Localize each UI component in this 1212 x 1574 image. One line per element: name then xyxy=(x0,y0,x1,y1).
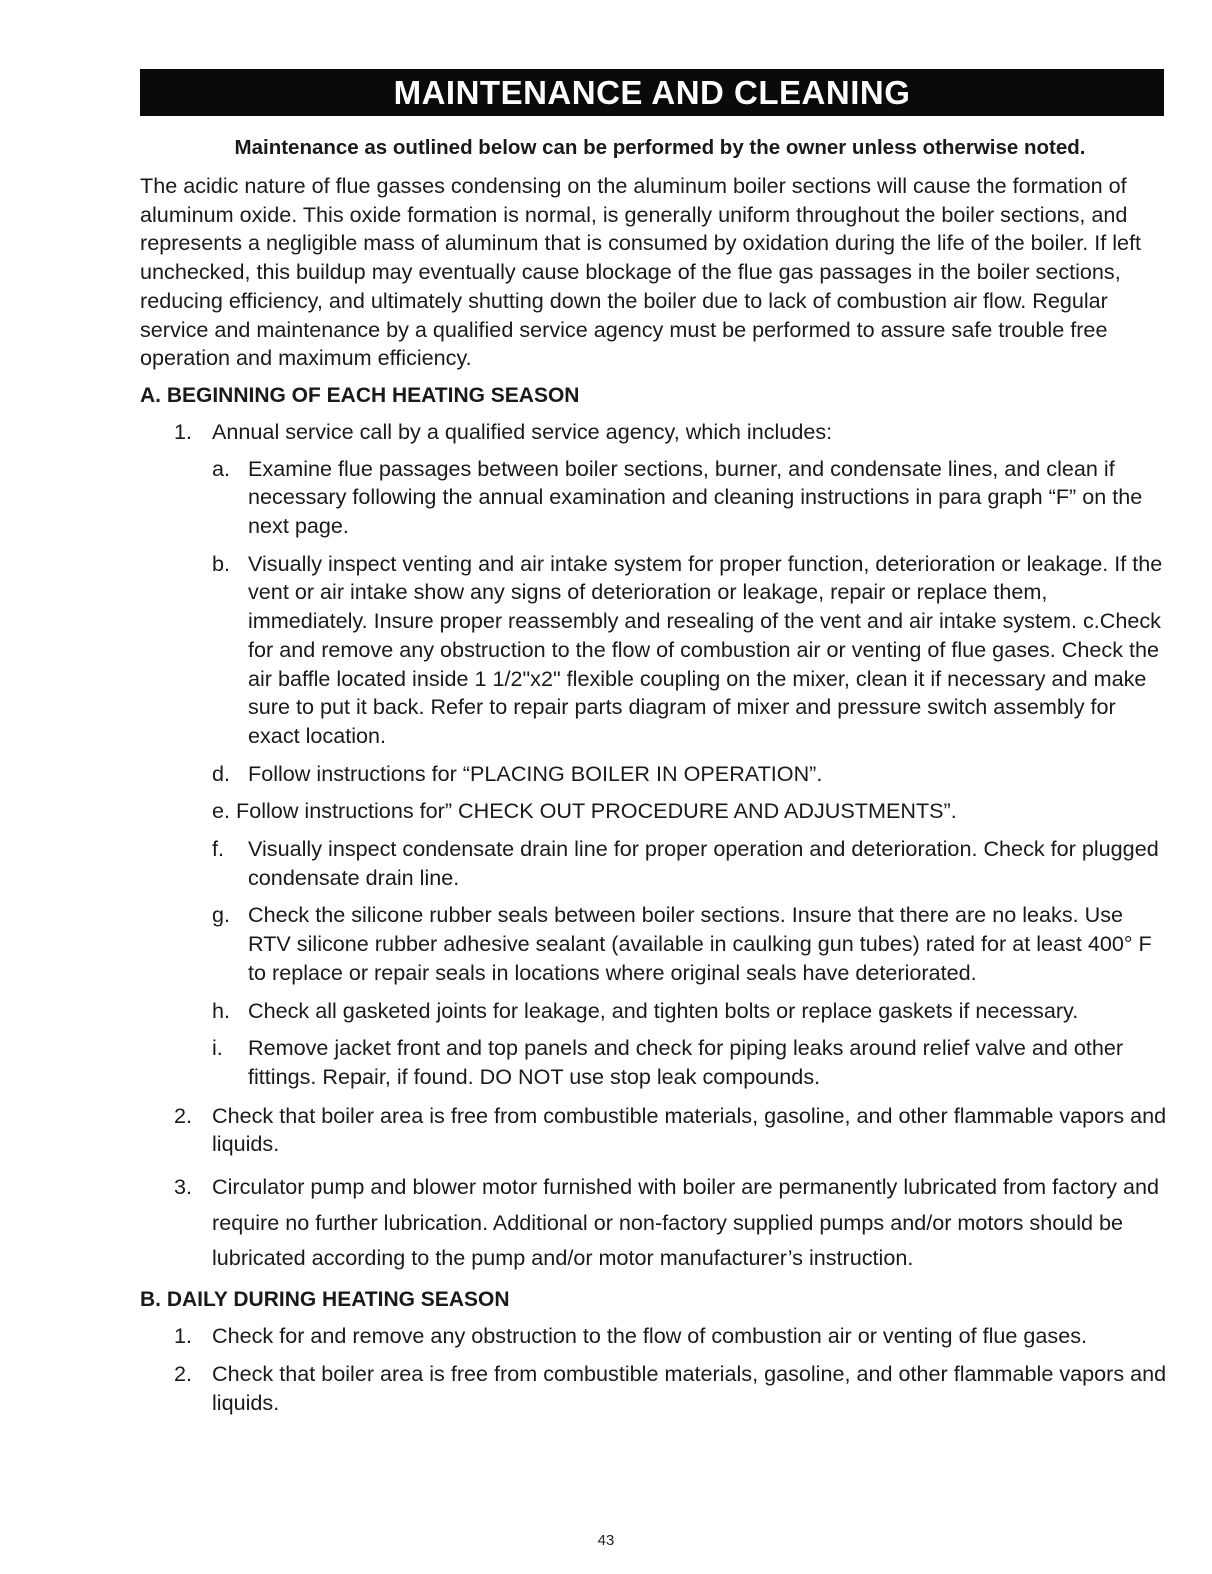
section-b-heading: B. DAILY DURING HEATING SEASON xyxy=(140,1287,510,1311)
sub-item-d xyxy=(212,760,1170,789)
page-number: 43 xyxy=(597,1532,615,1549)
list-number: 1. xyxy=(174,418,193,444)
sub-item-g xyxy=(212,901,1170,987)
section-a-sublist xyxy=(212,455,1170,1092)
sub-text: Follow instructions for” CHECK OUT PROCEDURE AND ADJUSTMENTS”. xyxy=(236,798,957,824)
sub-letter: g. xyxy=(212,902,231,928)
sub-text: Visually inspect venting and air intake system for proper function, deterioration or leakage. If the vent or air intake show any signs of deterioration or leakage, repair or replace them, immediately. Insure proper reassembly and resealing of the vent and air intake system. c.Check for and remove any obstruction to the flow of combustion air or venting of flue gases. Check the air baffle located inside 1 1/2"x2" flexible coupling on the mixer, clean it if necessary and make sure to put it back. Refer to repair parts diagram of mixer and pressure switch assembly for exact location. xyxy=(248,550,1163,748)
sub-item-e xyxy=(212,797,1170,826)
sub-item-f xyxy=(212,835,1170,892)
list-text: Check that boiler area is free from combustible materials, gasoline, and other flammable vapors and liquids. xyxy=(212,1102,1167,1157)
sub-letter: f. xyxy=(212,836,224,862)
sub-text: Remove jacket front and top panels and check for piping leaks around relief valve and other fittings. Repair, if found. DO NOT use stop leak compounds. xyxy=(248,1035,1124,1089)
sub-letter: d. xyxy=(212,760,231,786)
section-a-item-2 xyxy=(140,1102,1170,1159)
list-number: 2. xyxy=(174,1361,193,1387)
list-number: 1. xyxy=(174,1322,193,1348)
list-text: Check that boiler area is free from combustible materials, gasoline, and other flammable vapors and liquids. xyxy=(212,1361,1167,1415)
page-title: MAINTENANCE AND CLEANING xyxy=(140,69,1164,116)
sub-letter: i. xyxy=(212,1035,223,1061)
sub-text: Check all gasketed joints for leakage, and tighten bolts or replace gaskets if necessary. xyxy=(248,997,1079,1023)
sub-text: Follow instructions for “PLACING BOILER IN OPERATION”. xyxy=(248,760,823,786)
sub-item-b xyxy=(212,550,1170,751)
sub-letter: h. xyxy=(212,997,231,1023)
sub-text: Check the silicone rubber seals between boiler sections. Insure that there are no leaks. Use RTV silicone rubber adhesive sealant (available in caulking gun tubes) rated for at least 400° F to replace or repair seals in locations where original seals have deteriorated. xyxy=(248,902,1152,985)
sub-letter: e. xyxy=(212,798,231,824)
section-a-heading: A. BEGINNING OF EACH HEATING SEASON xyxy=(140,383,580,407)
list-text: Circulator pump and blower motor furnished with boiler are permanently lubricated from factory and require no further lubrication. Additional or non-factory supplied pumps and/or motors should be lubricated according to the pump and/or motor manufacturer’s instruction. xyxy=(212,1174,1159,1271)
sub-letter: b. xyxy=(212,550,231,576)
list-number: 2. xyxy=(174,1102,193,1128)
intro-paragraph: The acidic nature of flue gasses condensing on the aluminum boiler sections will cause the formation of aluminum oxide. This oxide formation is normal, is generally uniform throughout the boiler sections, and represents a negligible mass of aluminum that is consumed by oxidation during the life of the boiler. If left unchecked, this buildup may eventually cause blockage of the flue gas passages in the boiler sections, reducing efficiency, and ultimately shutting down the boiler due to lack of combustion air flow. Regular service and maintenance by a qualified service agency must be performed to assure safe trouble free operation and maximum efficiency. xyxy=(140,173,1142,371)
section-b-item-2 xyxy=(140,1360,1170,1417)
sub-item-a xyxy=(212,455,1170,541)
section-a-item-3 xyxy=(140,1169,1170,1276)
section-a-item-1 xyxy=(140,418,1170,1092)
sub-item-h xyxy=(212,997,1170,1026)
list-text: Check for and remove any obstruction to the flow of combustion air or venting of flue gases. xyxy=(212,1322,1088,1348)
sub-text: Visually inspect condensate drain line for proper operation and deterioration. Check for plugged condensate drain line. xyxy=(248,836,1159,890)
sub-text: Examine flue passages between boiler sections, burner, and condensate lines, and clean if necessary following the annual examination and cleaning instructions in para graph “F” on the next page. xyxy=(248,455,1143,539)
section-b-item-1 xyxy=(140,1322,1170,1351)
intro-note: Maintenance as outlined below can be performed by the owner unless otherwise noted. xyxy=(234,136,1086,159)
list-number: 3. xyxy=(174,1174,193,1200)
main-content xyxy=(140,134,1170,1428)
sub-item-i xyxy=(212,1034,1170,1091)
sub-letter: a. xyxy=(212,455,231,481)
list-text: Annual service call by a qualified service agency, which includes: xyxy=(212,418,833,444)
